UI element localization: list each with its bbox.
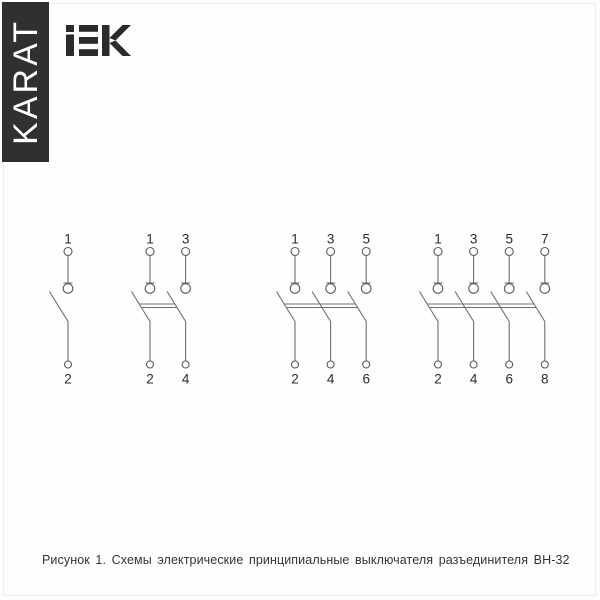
terminal-label-bottom: 4 xyxy=(326,371,335,387)
pole-3-4 xyxy=(167,232,190,387)
pole-1-2 xyxy=(132,232,155,387)
terminal-label-top: 3 xyxy=(181,231,190,247)
terminal-label-bottom: 2 xyxy=(64,371,72,387)
terminal-label-top: 3 xyxy=(469,231,478,247)
figure-caption: Рисунок 1. Схемы электрические принципиальные выключателя разъединителя ВН-32 xyxy=(42,553,570,567)
terminal-label-top: 1 xyxy=(64,231,72,247)
terminal-label-top: 1 xyxy=(146,231,154,247)
terminal-label-top: 7 xyxy=(541,231,549,247)
schematic-2-pole xyxy=(132,232,191,387)
terminal-label-top: 3 xyxy=(326,231,335,247)
schematic-1-pole xyxy=(50,232,73,387)
pole-1-2 xyxy=(277,232,300,387)
terminal-label-top: 1 xyxy=(291,231,299,247)
pole-3-4 xyxy=(455,232,478,387)
terminal-label-bottom: 8 xyxy=(541,371,549,387)
terminal-label-bottom: 2 xyxy=(146,371,154,387)
pole-5-6 xyxy=(348,232,371,387)
pole-5-6 xyxy=(491,232,514,387)
pole-3-4 xyxy=(312,232,335,387)
pole-7-8 xyxy=(526,232,549,387)
karat-banner-text: KARAT xyxy=(6,19,45,145)
terminal-label-bottom: 4 xyxy=(469,371,478,387)
terminal-label-bottom: 4 xyxy=(181,371,190,387)
schematic-4-pole xyxy=(420,232,550,387)
terminal-label-top: 1 xyxy=(434,231,442,247)
terminal-label-bottom: 2 xyxy=(434,371,442,387)
pole-1-2 xyxy=(50,232,73,387)
terminal-label-bottom: 6 xyxy=(505,371,513,387)
terminal-label-bottom: 6 xyxy=(362,371,370,387)
terminal-label-top: 5 xyxy=(362,231,370,247)
terminal-label-top: 5 xyxy=(505,231,513,247)
terminal-label-bottom: 2 xyxy=(291,371,299,387)
schematic-3-pole xyxy=(277,232,372,387)
pole-1-2 xyxy=(420,232,443,387)
